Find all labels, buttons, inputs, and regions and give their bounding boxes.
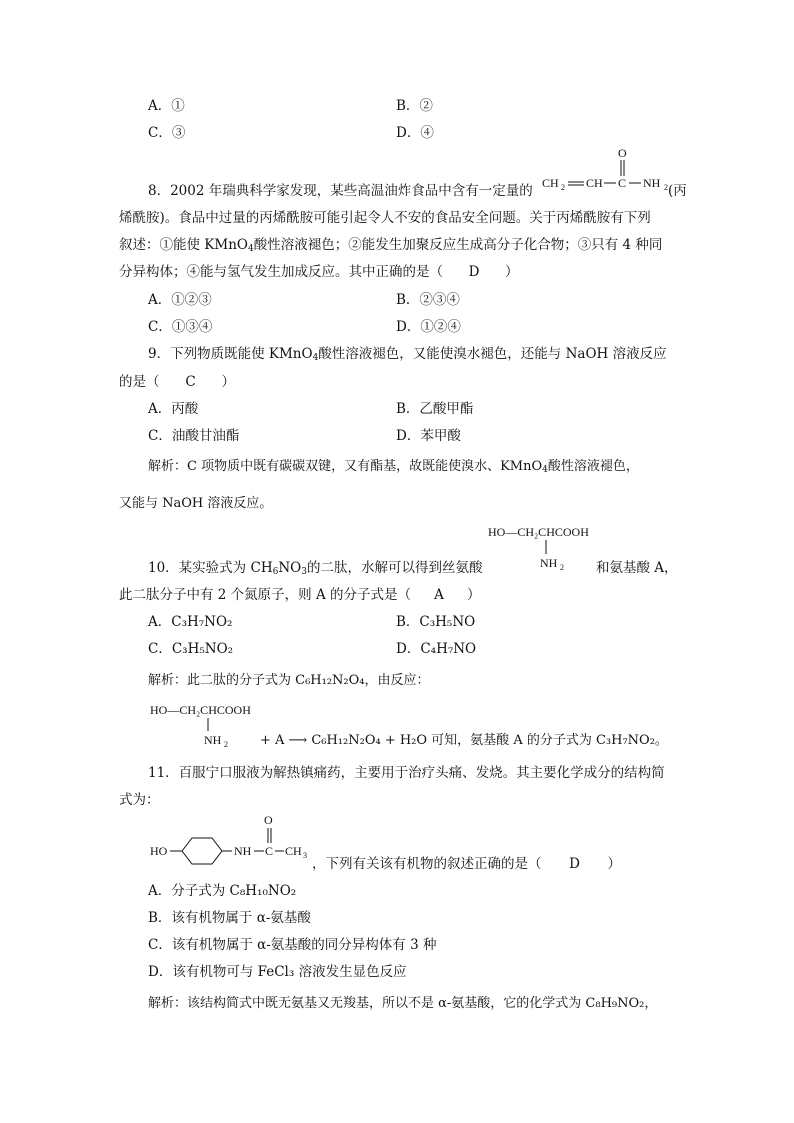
svg-text:2: 2 [561,183,565,192]
q7-option-d: D．④ [396,125,434,141]
q10-option-a: A．C₃H₇NO₂ [148,614,233,630]
svg-text:2: 2 [664,183,668,192]
q11-stem-line1: 11．百服宁口服液为解热镇痛药，主要用于治疗头痛、发烧。其主要化学成分的结构简 [148,765,665,781]
q8-answer: D [468,264,480,280]
q10-stem-line1-end: 和氨基酸 A， [596,560,678,576]
svg-text:HO—CH₂CHCOOH: HO—CH₂CHCOOH [150,703,251,717]
q11-explanation-line1: 解析：该结构简式中既无氨基又无羧基，所以不是 α-氨基酸，它的化学式为 C₈H₉NO₂， [148,996,658,1011]
q9-explanation-line2: 又能与 NaOH 溶液反应。 [119,496,273,511]
q9-stem-line2: 的是（ C ） [119,374,235,390]
svg-text:CH: CH [586,176,603,190]
q7-option-a: A．① [148,98,185,114]
q10-explanation-line1: 解析：此二肽的分子式为 C₆H₁₂N₂O₄，由反应： [148,673,430,688]
q11-answer: D [569,856,580,872]
serine-structure-explanation [148,700,268,748]
q11-option-b: B．该有机物属于 α-氨基酸 [148,910,311,926]
q8-stem-line4: 分异构体；④能与氢气发生加成反应。其中正确的是（ D ） [119,264,519,280]
q8-stem-line1: 8．2002 年瑞典科学家发现，某些高温油炸食品中含有一定量的 [148,183,533,199]
svg-text:3: 3 [303,851,307,860]
q8-option-b: B．②③④ [396,292,460,308]
q9-option-c: C．油酸甘油酯 [148,428,240,444]
q9-option-a: A．丙酸 [148,401,199,417]
q10-stem-line2: 此二肽分子中有 2 个氮原子，则 A 的分子式是（ A ） [119,587,481,603]
q8-option-d: D．①②④ [396,319,461,335]
q9-explanation-line1: 解析：C 项物质中既有碳碳双键，又有酯基，故既能使溴水、KMnO$_4$酸性溶液褪色， [148,459,639,475]
q9-option-d: D．苯甲酸 [396,428,461,444]
svg-text:HO—CH₂CHCOOH: HO—CH₂CHCOOH [488,525,589,539]
q11-stem-line3: ，下列有关该有机物的叙述正确的是（ D ） [312,856,621,872]
svg-text:NH: NH [540,556,558,570]
svg-text:O: O [618,146,627,160]
q8-stem-line2: 烯酰胺)。食品中过量的丙烯酰胺可能引起令人不安的食品安全问题。关于丙烯酰胺有下列 [119,210,651,226]
q8-stem-line3: 叙述：①能使 KMnO$_4$酸性溶液褪色；②能发生加聚反应生成高分子化合物；③只有 4 种同 [119,237,663,254]
svg-text:2: 2 [560,563,564,572]
q9-stem-line1: 9．下列物质既能使 KMnO$_4$酸性溶液褪色，又能使溴水褪色，还能与 NaOH 溶液反应 [148,346,667,363]
svg-text:CH: CH [285,844,302,858]
q10-option-c: C．C₃H₅NO₂ [148,641,234,657]
svg-text:2: 2 [224,740,228,748]
svg-text:NH: NH [204,733,222,747]
q9-option-b: B．乙酸甲酯 [396,401,474,417]
svg-text:NH: NH [234,844,252,858]
q10-option-b: B．C₃H₅NO [396,614,476,630]
serine-structure [486,522,606,572]
q7-option-b: B．② [396,98,433,114]
paracetamol-structure [148,812,318,870]
q10-option-d: D．C₄H₇NO [396,641,477,657]
q8-stem-line1-end: (丙 [668,183,687,199]
svg-text:O: O [264,813,273,827]
svg-text:NH: NH [643,176,661,190]
svg-text:C: C [265,844,274,858]
svg-text:CH: CH [542,176,559,190]
q10-answer: A [434,587,444,603]
q11-option-c: C．该有机物属于 α-氨基酸的同分异构体有 3 种 [148,937,437,953]
q8-option-c: C．①③④ [148,319,213,335]
q9-answer: C [185,374,196,390]
q10-explanation-line2: + A ⟶ C₆H₁₂N₂O₄ + H₂O 可知，氨基酸 A 的分子式为 C₃H₇NO₂。 [260,733,668,748]
q8-option-a: A．①②③ [148,292,212,308]
q7-option-c: C．③ [148,125,186,141]
svg-text:HO: HO [150,844,168,858]
q11-option-d: D．该有机物可与 FeCl₃ 溶液发生显色反应 [148,964,407,980]
q10-stem-line1: 10．某实验式为 $CH_6NO_3$的二肽，水解可以得到丝氨酸 [148,560,483,577]
svg-text:C: C [618,176,627,190]
q11-stem-line2: 式为： [119,792,160,808]
q11-option-a: A．分子式为 C₈H₁₀NO₂ [148,883,297,899]
